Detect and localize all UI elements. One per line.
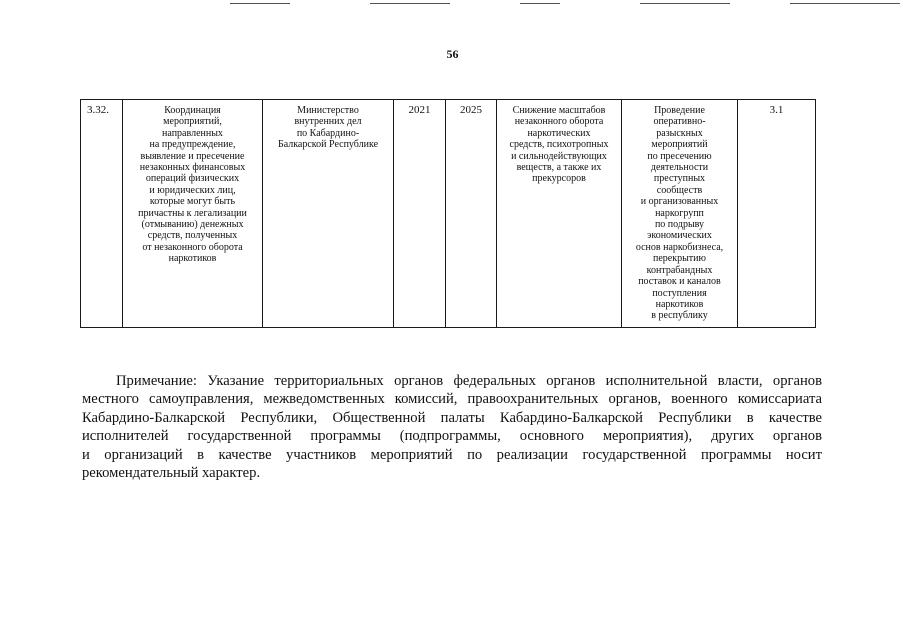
cell-text-line: наркотиков bbox=[655, 298, 704, 310]
scan-artifact-line bbox=[520, 3, 560, 4]
cell-text-line: поставок и каналов bbox=[638, 276, 721, 288]
cell-text-line: мероприятий, bbox=[163, 116, 222, 128]
activity-cell bbox=[123, 100, 263, 328]
cell-text-line: Снижение масштабов bbox=[512, 105, 606, 116]
cell-text-line: направленных bbox=[162, 127, 223, 139]
cell-text-line: контрабандных bbox=[646, 264, 713, 276]
cell-text-line: основ наркобизнеса, bbox=[635, 241, 724, 253]
cell-text-line: по Кабардино- bbox=[296, 127, 360, 139]
cell-text-line: незаконного оборота bbox=[514, 116, 604, 128]
cell-text-line: и организованных bbox=[640, 196, 719, 208]
note-line: местного самоуправления, межведомственных комиссий, правоохранительных органов, военного комиссариата bbox=[82, 391, 822, 408]
cell-text-line: экономических bbox=[647, 230, 712, 242]
cell-text-line: и юридических лиц, bbox=[149, 184, 236, 196]
cell-text-line: на предупреждение, bbox=[149, 139, 236, 151]
note-line: рекомендательный характер. bbox=[82, 465, 261, 482]
cell-text-line: по подрыву bbox=[654, 219, 705, 231]
cell-text-line: деятельности bbox=[650, 162, 709, 174]
cell-text-line: в республику bbox=[651, 310, 708, 322]
scan-artifact-line bbox=[790, 3, 900, 4]
executor-cell bbox=[263, 100, 394, 328]
note-line: и организаций в качестве участников мероприятий по реализации государственной программы носит bbox=[82, 446, 822, 463]
scan-artifact-line bbox=[370, 3, 450, 4]
row-number-cell: 3.32. bbox=[81, 100, 123, 328]
cell-text-line: от незаконного оборота bbox=[142, 241, 243, 253]
note-line: Примечание: Указание территориальных органов федеральных органов исполнительной власти, органов bbox=[116, 373, 822, 389]
note-paragraph bbox=[82, 372, 822, 482]
cell-text-line: оперативно- bbox=[653, 116, 706, 128]
cell-text-line: веществ, а также их bbox=[516, 162, 602, 174]
cell-text-line: наркогрупп bbox=[655, 207, 704, 219]
cell-text-line: наркотических bbox=[527, 127, 591, 139]
cell-text-line: мероприятий bbox=[651, 139, 708, 151]
cell-text-line: по пресечению bbox=[647, 150, 712, 162]
table-row bbox=[81, 100, 816, 328]
cell-text-line: поступления bbox=[652, 287, 707, 299]
measures-cell bbox=[622, 100, 738, 328]
cell-text-line: Балкарской Республике bbox=[277, 139, 379, 151]
end-year-cell: 2025 bbox=[446, 100, 497, 328]
cell-text-line: (отмыванию) денежных bbox=[141, 219, 244, 231]
cell-text-line: средств, полученных bbox=[147, 230, 238, 242]
start-year-cell: 2021 bbox=[394, 100, 446, 328]
note-line: исполнителей государственной программы (подпрограммы, основного мероприятия), других органов bbox=[82, 428, 822, 445]
cell-text-line: Координация bbox=[164, 105, 221, 116]
scan-artifact-line bbox=[640, 3, 730, 4]
cell-text-line: Министерство bbox=[297, 105, 359, 116]
cell-text-line: незаконных финансовых bbox=[139, 162, 246, 174]
cell-text-line: преступных bbox=[653, 173, 706, 185]
cell-text-line: перекрытию bbox=[653, 253, 706, 265]
result-cell bbox=[497, 100, 622, 328]
page-number: 56 bbox=[446, 47, 459, 61]
cell-text-line: которые могут быть bbox=[149, 196, 236, 208]
cell-text-line: средств, психотропных bbox=[509, 139, 609, 151]
cell-text-line: операций физических bbox=[145, 173, 240, 185]
cell-text-line: прекурсоров bbox=[532, 173, 586, 185]
note-line: Кабардино-Балкарской Республики, Общественной палаты Кабардино-Балкарской Республики в качестве bbox=[82, 409, 822, 426]
cell-text-line: наркотиков bbox=[168, 253, 217, 265]
cell-text-line: выявление и пресечение bbox=[140, 150, 245, 162]
program-table bbox=[80, 99, 816, 328]
cell-text-line: внутренних дел bbox=[294, 116, 362, 128]
cell-text-line: и сильнодействующих bbox=[511, 150, 607, 162]
indicator-cell: 3.1 bbox=[738, 100, 816, 328]
cell-text-line: причастны к легализации bbox=[138, 207, 247, 219]
cell-text-line: Проведение bbox=[654, 105, 705, 116]
cell-text-line: сообществ bbox=[656, 184, 703, 196]
cell-text-line: разыскных bbox=[656, 127, 703, 139]
scan-artifact-line bbox=[230, 3, 290, 4]
